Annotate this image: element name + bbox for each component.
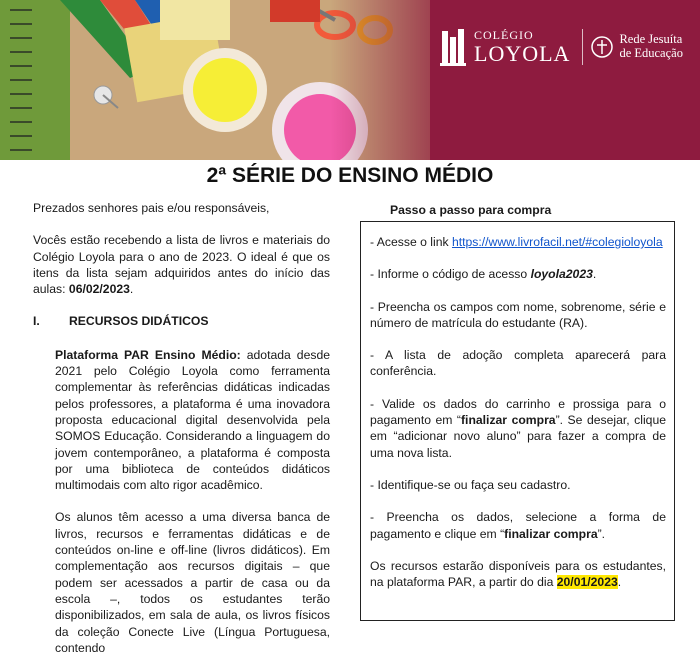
intro-date: 06/02/2023 bbox=[68, 282, 130, 297]
step-4: - A lista de adoção completa aparecerá para conferência. bbox=[370, 348, 666, 379]
section-heading bbox=[33, 313, 330, 329]
logo-divider bbox=[582, 29, 583, 65]
left-column bbox=[33, 200, 330, 672]
step-6: - Identifique-se ou faça seu cadastro. bbox=[370, 477, 571, 492]
page-title: 2ª SÉRIE DO ENSINO MÉDIO bbox=[206, 164, 494, 187]
header-banner bbox=[0, 0, 700, 160]
school-label-small: COLÉGIO bbox=[474, 28, 534, 42]
section-number: I. bbox=[33, 314, 40, 329]
school-label-big: LOYOLA bbox=[474, 41, 571, 66]
step-7: - Preencha os dados, selecione a forma de pagamento e clique em “finalizar compra”. bbox=[370, 510, 666, 541]
network-name-line1: Rede Jesuíta bbox=[619, 32, 683, 47]
intro-paragraph: Vocês estão recebendo a lista de livros e materiais do Colégio Loyola para o ano de 2023. O ideal é que os itens da lista sejam adquiridos antes do início das aulas: 06/02/2023. bbox=[33, 233, 330, 297]
access-paragraph: Os alunos têm acesso a uma diversa banca de livros, recursos e ferramentas didáticas e de conteúdos on-line e off-line (livros didáticos). Em complementação aos recursos digitais – que podem ser acessados a partir de casa ou da escola –, todos os estudantes terão disponibilizados, em sala de aula, os livros físicos da coleção Conecte Live (Língua Portuguesa, contendo bbox=[55, 510, 330, 655]
colegio-loyola-logo bbox=[440, 22, 683, 72]
jesuit-seal-icon bbox=[591, 36, 613, 58]
availability-note: Os recursos estarão disponíveis para os estudantes, na plataforma PAR, a partir do dia 20/01/2023. bbox=[370, 558, 666, 590]
availability-date: 20/01/2023 bbox=[556, 575, 618, 590]
platform-label: Plataforma PAR Ensino Médio: bbox=[55, 347, 241, 362]
step-5: - Valide os dados do carrinho e prossiga para o pagamento em “finalizar compra”. Se desejar, clique em “adicionar novo aluno” para fazer a compra de uma nova lista. bbox=[370, 396, 666, 460]
step-2: - Informe o código de acesso loyola2023. bbox=[370, 267, 597, 282]
finalize-purchase-label-2: finalizar compra bbox=[504, 526, 598, 541]
purchase-steps-box bbox=[360, 221, 675, 621]
step-3: - Preencha os campos com nome, sobrenome, série e número de matrícula do estudante (RA). bbox=[370, 299, 666, 330]
loyola-crest-icon bbox=[440, 27, 466, 67]
step-1: - Acesse o link https://www.livrofacil.net/#colegioloyola bbox=[370, 235, 663, 249]
network-name-line2: de Educação bbox=[619, 46, 683, 60]
steps-title: Passo a passo para compra bbox=[390, 203, 552, 217]
section-title: RECURSOS DIDÁTICOS bbox=[69, 314, 209, 329]
platform-paragraph: Plataforma PAR Ensino Médio: adotada desde 2021 pelo Colégio Loyola como ferramenta complementar às referências didáticas indicadas pelos professores, a plataforma é uma inovadora proposta educacional digital desenvolvida pela SOMOS Educação. Considerando a linguagem do jovem contemporâneo, a plataforma é composta por uma biblioteca de conteúdos didáticos multimodais com alto rigor acadêmico. bbox=[55, 347, 330, 493]
access-code: loyola2023 bbox=[530, 267, 593, 282]
greeting: Prezados senhores pais e/ou responsáveis, bbox=[33, 201, 270, 215]
finalize-purchase-label: finalizar compra bbox=[461, 413, 556, 428]
store-link[interactable]: https://www.livrofacil.net/#colegioloyola bbox=[451, 235, 663, 249]
